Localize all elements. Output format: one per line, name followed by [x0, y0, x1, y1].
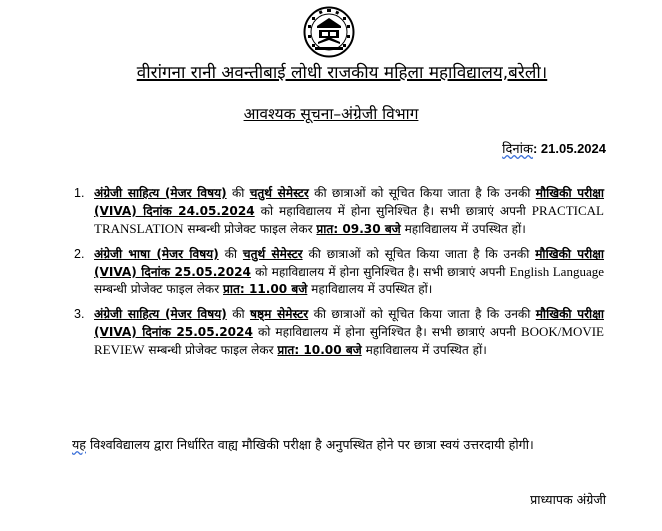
item-subject: अंग्रेजी साहित्य (मेजर विषय) — [94, 186, 227, 200]
item-exam-date: मौखिकी परीक्षा (VIVA) दिनांक 25.05.2024 — [94, 307, 604, 339]
date-label: दिनांक — [502, 141, 533, 156]
item-project: English Language — [509, 264, 604, 279]
item-text: महाविद्यालय में उपस्थित हों। — [400, 222, 526, 236]
item-text: को महाविद्यालय में होना सुनिश्चित है। सभी छात्राएं अपनी — [250, 265, 510, 279]
item-text: की छात्राओं को सूचित किया जाता है कि उनकी — [308, 186, 536, 200]
footer-note — [72, 436, 606, 454]
notice-item — [74, 246, 605, 298]
item-text: की — [226, 307, 250, 321]
item-text: सम्बन्धी प्रोजेक्ट फाइल लेकर — [183, 222, 317, 236]
item-project: PRACTICAL TRANSLATION — [94, 203, 604, 236]
item-number: 1. — [74, 186, 85, 200]
item-time: प्रात: 11.00 बजे — [223, 282, 308, 296]
item-text: की छात्राओं को सूचित किया जाता है कि उनकी — [302, 247, 536, 261]
item-subject: अंग्रेजी साहित्य (मेजर विषय) — [94, 307, 227, 321]
notice-date — [502, 139, 606, 157]
notice-item — [74, 306, 604, 359]
item-text: महाविद्यालय में उपस्थित हों। — [307, 282, 433, 296]
footer-note-text: विश्वविद्यालय द्वारा निर्धारित वाह्य मौखिकी परीक्षा है अनुपस्थित होने पर छात्रा स्वयं उत्तरदायी होगी। — [86, 437, 534, 452]
notice-item — [74, 185, 605, 238]
item-text: की छात्राओं को सूचित किया जाता है कि उनकी — [308, 307, 536, 321]
college-name: वीरांगना रानी अवन्तीबाई लोधी राजकीय महिला महाविद्यालय,बरेली। — [136, 63, 548, 83]
item-subject: अंग्रेजी भाषा (मेजर विषय) — [94, 247, 219, 261]
item-exam-date: मौखिकी परीक्षा (VIVA) दिनांक 24.05.2024 — [94, 186, 605, 218]
item-time: प्रात: 10.00 बजे — [277, 343, 362, 357]
item-semester: षष्ठ्म सेमेस्टर — [249, 307, 309, 321]
item-exam-date: मौखिकी परीक्षा (VIVA) दिनांक 25.05.2024 — [94, 247, 605, 279]
item-project: BOOK/MOVIE REVIEW — [94, 324, 604, 357]
item-text: की — [226, 186, 250, 200]
notice-title: आवश्यक सूचना–अंग्रेजी विभाग — [243, 105, 419, 123]
item-semester: चतुर्थ सेमेस्टर — [242, 247, 303, 261]
notice-items — [74, 185, 605, 367]
item-text: सम्बन्धी प्रोजेक्ट फाइल लेकर — [94, 282, 224, 296]
item-number: 3. — [74, 307, 85, 321]
signature: प्राध्यापक अंग्रेजी — [530, 492, 606, 507]
item-text: को महाविद्यालय में होना सुनिश्चित है। सभी छात्राएं अपनी — [252, 325, 521, 339]
item-text: महाविद्यालय में उपस्थित हों। — [361, 343, 487, 357]
item-text: सम्बन्धी प्रोजेक्ट फाइल लेकर — [144, 343, 278, 357]
college-seal-icon — [303, 6, 355, 58]
item-number: 2. — [74, 247, 85, 261]
item-text: की — [218, 247, 243, 261]
item-time: प्रात: 09.30 बजे — [316, 222, 401, 236]
footer-note-first: यह — [72, 437, 86, 452]
item-text: को महाविद्यालय में होना सुनिश्चित है। सभी छात्राएं अपनी — [254, 204, 532, 218]
item-semester: चतुर्थ सेमेस्टर — [249, 186, 309, 200]
date-value: : 21.05.2024 — [532, 141, 606, 156]
